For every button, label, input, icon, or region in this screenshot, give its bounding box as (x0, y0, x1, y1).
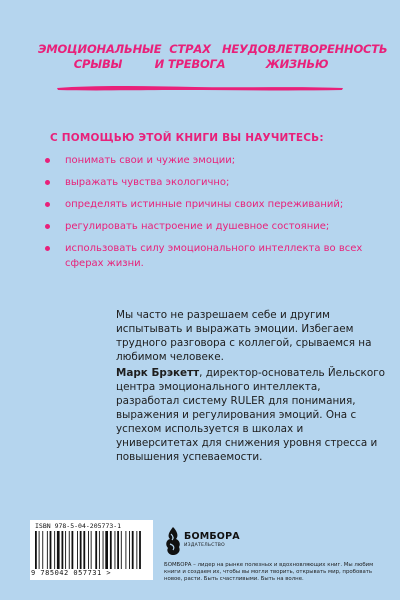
publisher-name: БОМБОРА (184, 531, 240, 542)
top-label-emotional-outbursts (38, 42, 162, 72)
list-item (45, 175, 375, 190)
publisher-sub: ИЗДАТЕЛЬСТВО (184, 543, 226, 548)
bullet-text: регулировать настроение и душевное состояние; (65, 221, 330, 232)
brush-stroke-divider (55, 84, 345, 92)
bullet-dot-icon (45, 246, 50, 251)
publisher-logo (164, 524, 244, 558)
bullet-text: понимать свои и чужие эмоции; (65, 155, 236, 166)
bullet-dot-icon (45, 224, 50, 229)
top-label-line: ЖИЗНЬЮ (265, 57, 329, 71)
top-label-line: НЕУДОВЛЕТВОРЕННОСТЬ (222, 42, 388, 56)
author-bio: , директор-основатель Йельского центра эмоционального интеллекта, разработал систему RULER для понимания, выражения и регулирования эмоций. Она с успехом используется в школах и университетах для снижения уровня стресса и повышения успеваемости. (116, 367, 386, 463)
bullet-dot-icon (45, 180, 50, 185)
publisher-description: БОМБОРА – лидер на рынке полезных и вдохновляющих книг. Мы любим книги и создаем их, чтобы вы могли творить, открывать мир, пробовать новое, расти. Быть счастливыми. Быть на волне. (164, 562, 374, 582)
bullet-dot-icon (45, 202, 50, 207)
barcode-bars (34, 531, 149, 569)
bullet-text: определять истинные причины своих переживаний; (65, 199, 344, 210)
barcode-digits: 9 785042 057731 > (31, 569, 112, 577)
description-paragraph: Мы часто не разрешаем себе и другим испытывать и выражать эмоции. Избегаем трудного разговора с коллегой, срываемся на любимом человеке. (116, 309, 372, 363)
list-item (45, 197, 375, 212)
top-label-fear-anxiety (150, 42, 230, 72)
top-label-life-dissatisfaction (222, 42, 388, 72)
list-item (45, 241, 375, 271)
top-label-line: СРЫВЫ (73, 57, 123, 71)
bullet-text: использовать силу эмоционального интеллекта во всех сферах жизни. (65, 243, 363, 269)
list-item (45, 219, 375, 234)
list-item (45, 153, 375, 168)
isbn-text: ISBN 978-5-04-205773-1 (35, 522, 122, 530)
benefits-list (45, 153, 375, 278)
barcode-block (30, 520, 153, 580)
bullet-text: выражать чувства экологично; (65, 177, 230, 188)
top-label-line: СТРАХ (169, 42, 211, 56)
bullet-dot-icon (45, 158, 50, 163)
bombora-wave-icon (164, 526, 182, 556)
author-paragraph (116, 366, 386, 464)
intro-heading: С ПОМОЩЬЮ ЭТОЙ КНИГИ ВЫ НАУЧИТЕСЬ: (50, 132, 324, 144)
author-name: Марк Брэкетт (116, 367, 200, 379)
top-label-line: ЭМОЦИОНАЛЬНЫЕ (38, 42, 162, 56)
top-label-line: И ТРЕВОГА (154, 57, 226, 71)
